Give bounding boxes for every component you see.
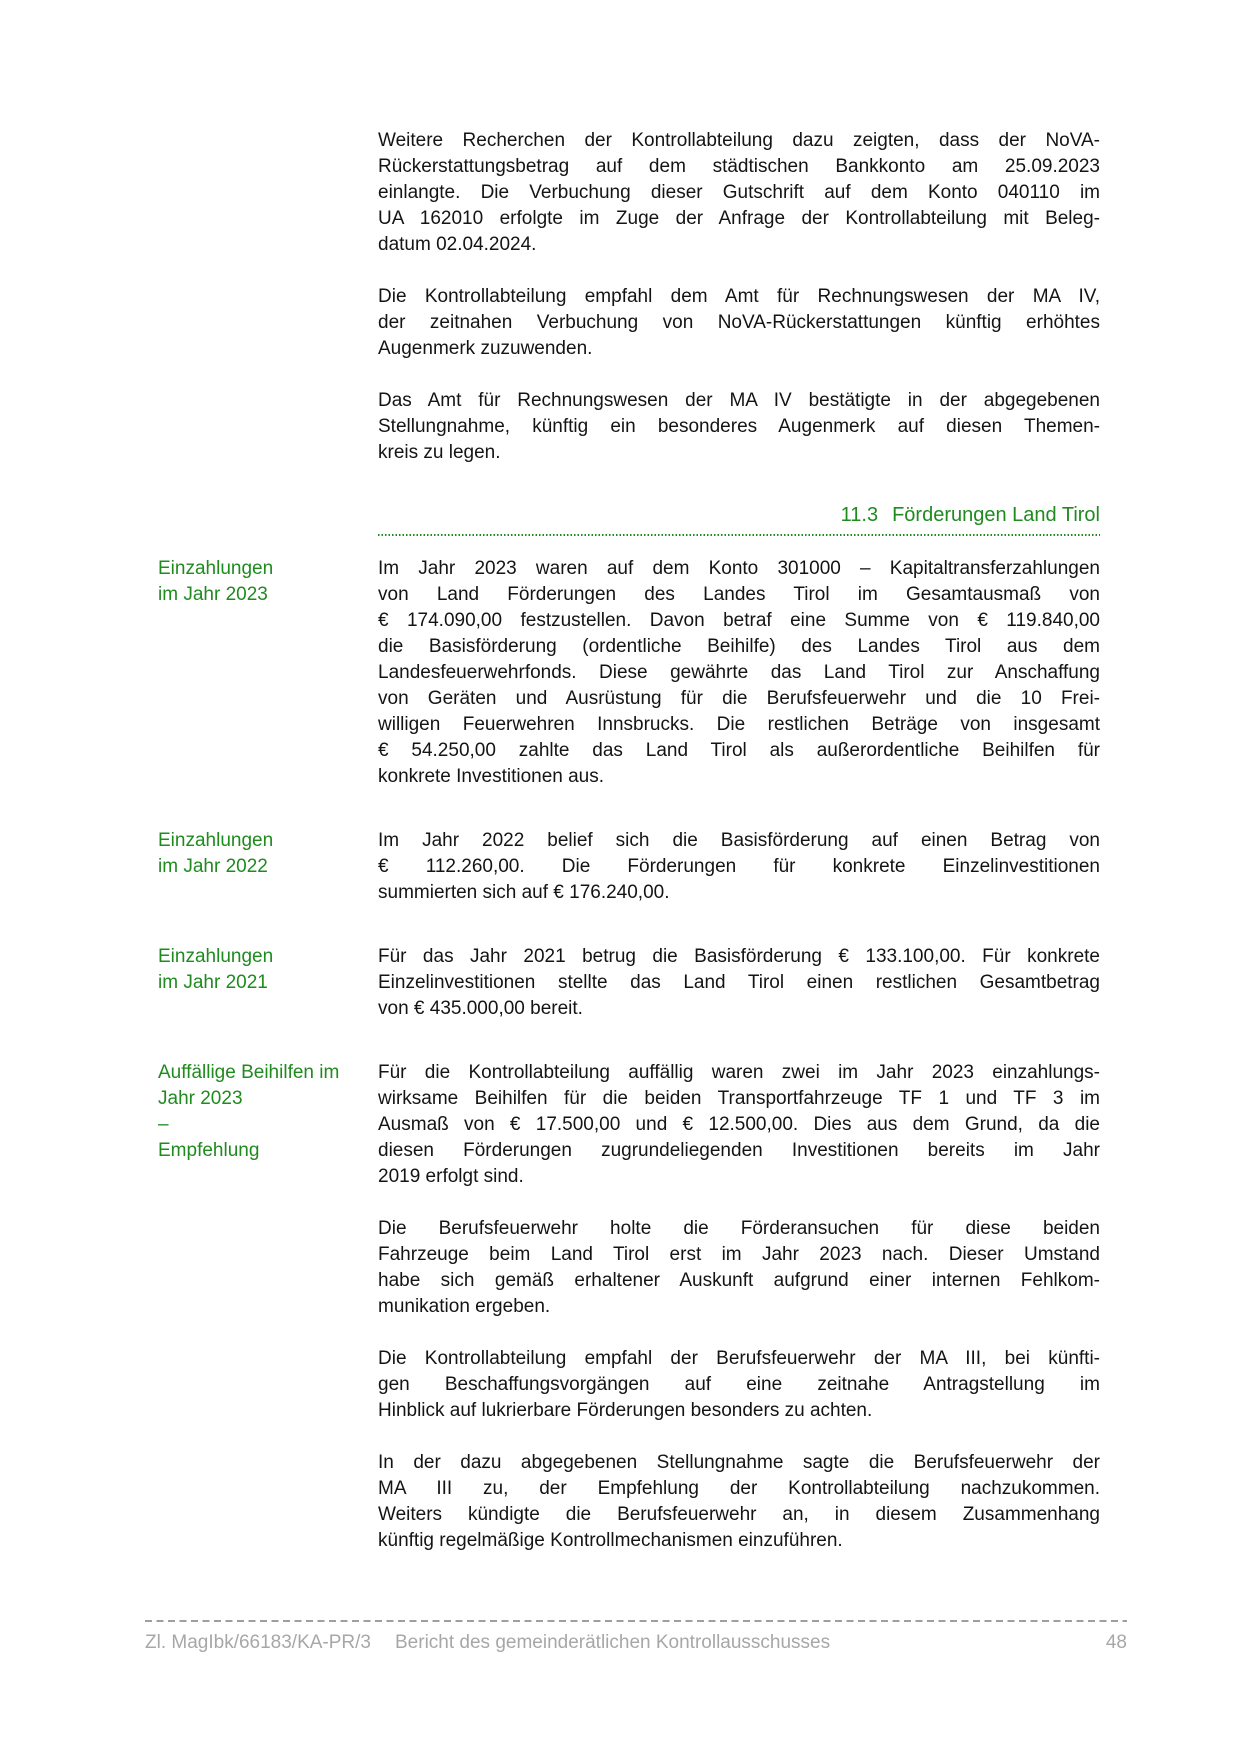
margin-label — [158, 944, 378, 1022]
paragraph-row — [158, 1060, 1240, 1190]
paragraph-line: einlangte. Die Verbuchung dieser Gutschrift auf dem Konto 040110 im — [378, 182, 1100, 203]
paragraph-row — [158, 1216, 1240, 1320]
margin-label-spacer — [158, 1216, 378, 1320]
paragraph-line: von Geräten und Ausrüstung für die Berufsfeuerwehr und die 10 Frei- — [378, 688, 1100, 709]
paragraph-row — [158, 556, 1240, 790]
paragraph-line: kreis zu legen. — [378, 442, 501, 463]
paragraph-line: 2019 erfolgt sind. — [378, 1166, 524, 1187]
paragraph-line: diesen Förderungen zugrundeliegenden Investitionen bereits im Jahr — [378, 1140, 1100, 1161]
section-heading-number: 11.3 — [840, 504, 879, 526]
paragraph-line: habe sich gemäß erhaltener Auskunft aufgrund einer internen Fehlkom- — [378, 1270, 1100, 1291]
paragraph-row — [158, 1450, 1240, 1554]
margin-label-line: im Jahr 2022 — [158, 856, 268, 877]
paragraph-line: Für das Jahr 2021 betrug die Basisförderung € 133.100,00. Für konkrete — [378, 946, 1100, 967]
paragraph-line: munikation ergeben. — [378, 1296, 551, 1317]
paragraph-line: Einzelinvestitionen stellte das Land Tirol einen restlichen Gesamtbetrag — [378, 972, 1100, 993]
margin-label-line: Auffällige Beihilfen im — [158, 1062, 340, 1083]
paragraph-line: Hinblick auf lukrierbare Förderungen besonders zu achten. — [378, 1400, 873, 1421]
paragraph-line: € 112.260,00. Die Förderungen für konkrete Einzelinvestitionen — [378, 856, 1100, 877]
paragraph-line: gen Beschaffungsvorgängen auf eine zeitnahe Antragstellung im — [378, 1374, 1100, 1395]
paragraph — [378, 1060, 1100, 1190]
paragraph-line: Die Berufsfeuerwehr holte die Förderansuchen für diese beiden — [378, 1218, 1100, 1239]
paragraph — [378, 944, 1100, 1022]
paragraph — [378, 388, 1100, 466]
paragraph-line: wirksame Beihilfen für die beiden Transportfahrzeuge TF 1 und TF 3 im — [378, 1088, 1100, 1109]
paragraph-line: Für die Kontrollabteilung auffällig waren zwei im Jahr 2023 einzahlungs- — [378, 1062, 1100, 1083]
paragraph-line: Augenmerk zuzuwenden. — [378, 338, 593, 359]
margin-label — [158, 556, 378, 790]
paragraph-line: Ausmaß von € 17.500,00 und € 12.500,00. Dies aus dem Grund, da die — [378, 1114, 1100, 1135]
margin-label-line: Empfehlung — [158, 1140, 260, 1161]
paragraph-row — [158, 388, 1240, 466]
paragraph-line: Das Amt für Rechnungswesen der MA IV bestätigte in der abgegebenen — [378, 390, 1100, 411]
paragraph-row — [158, 828, 1240, 906]
paragraph-line: In der dazu abgegebenen Stellungnahme sagte die Berufsfeuerwehr der — [378, 1452, 1100, 1473]
paragraph-row — [158, 128, 1240, 258]
margin-label-spacer — [158, 502, 378, 536]
paragraph-line: UA 162010 erfolgte im Zuge der Anfrage der Kontrollabteilung mit Beleg- — [378, 208, 1100, 229]
section-heading-rule — [378, 534, 1100, 536]
footer-row — [145, 1631, 1127, 1655]
paragraph-line: € 54.250,00 zahlte das Land Tirol als außerordentliche Beihilfen für — [378, 740, 1100, 761]
margin-label — [158, 828, 378, 906]
paragraph-line: Im Jahr 2022 belief sich die Basisförderung auf einen Betrag von — [378, 830, 1100, 851]
paragraph-line: Weiters kündigte die Berufsfeuerwehr an, in diesem Zusammenhang — [378, 1504, 1100, 1525]
paragraph-line: der zeitnahen Verbuchung von NoVA-Rückerstattungen künftig erhöhtes — [378, 312, 1100, 333]
footer-reference: Zl. MagIbk/66183/KA-PR/3 — [145, 1632, 371, 1653]
margin-label-line: Jahr 2023 — [158, 1088, 243, 1109]
paragraph-row — [158, 1346, 1240, 1424]
section-heading-title: Förderungen Land Tirol — [892, 504, 1100, 526]
paragraph-line: die Basisförderung (ordentliche Beihilfe) des Landes Tirol aus dem — [378, 636, 1100, 657]
margin-label-line: Einzahlungen — [158, 946, 274, 967]
document-blocks — [158, 128, 1240, 1554]
section-heading-cell — [378, 502, 1100, 536]
paragraph-line: willigen Feuerwehren Innsbrucks. Die restlichen Beträge von insgesamt — [378, 714, 1100, 735]
paragraph — [378, 828, 1100, 906]
paragraph-line: Weitere Recherchen der Kontrollabteilung dazu zeigten, dass der NoVA- — [378, 130, 1100, 151]
paragraph-line: konkrete Investitionen aus. — [378, 766, 605, 787]
paragraph-line: Stellungnahme, künftig ein besonderes Augenmerk auf diesen Themen- — [378, 416, 1100, 437]
paragraph-line: datum 02.04.2024. — [378, 234, 537, 255]
paragraph — [378, 284, 1100, 362]
paragraph-row — [158, 944, 1240, 1022]
page-footer — [145, 1620, 1127, 1655]
paragraph-line: von Land Förderungen des Landes Tirol im Gesamtausmaß von — [378, 584, 1100, 605]
margin-label-line: – — [158, 1114, 169, 1135]
paragraph-line: Im Jahr 2023 waren auf dem Konto 301000 – Kapitaltransferzahlungen — [378, 558, 1100, 579]
margin-label — [158, 1060, 378, 1190]
footer-page-number: 48 — [1105, 1632, 1127, 1653]
paragraph — [378, 1346, 1100, 1424]
margin-label-line: im Jahr 2023 — [158, 584, 268, 605]
margin-label-line: Einzahlungen — [158, 830, 274, 851]
paragraph-row — [158, 284, 1240, 362]
paragraph-line: Rückerstattungsbetrag auf dem städtischen Bankkonto am 25.09.2023 — [378, 156, 1100, 177]
margin-label-line: Einzahlungen — [158, 558, 274, 579]
paragraph-line: Die Kontrollabteilung empfahl der Berufsfeuerwehr der MA III, bei künfti- — [378, 1348, 1100, 1369]
margin-label-line: im Jahr 2021 — [158, 972, 268, 993]
paragraph-line: € 174.090,00 festzustellen. Davon betraf eine Summe von € 119.840,00 — [378, 610, 1100, 631]
paragraph-line: künftig regelmäßige Kontrollmechanismen einzuführen. — [378, 1530, 843, 1551]
footer-title: Bericht des gemeinderätlichen Kontrollausschusses — [395, 1632, 831, 1653]
section-heading — [378, 502, 1100, 528]
paragraph-line: MA III zu, der Empfehlung der Kontrollabteilung nachzukommen. — [378, 1478, 1100, 1499]
margin-label-spacer — [158, 388, 378, 466]
paragraph — [378, 128, 1100, 258]
margin-label-spacer — [158, 284, 378, 362]
margin-label-spacer — [158, 1450, 378, 1554]
paragraph-line: Die Kontrollabteilung empfahl dem Amt für Rechnungswesen der MA IV, — [378, 286, 1100, 307]
paragraph-line: Landesfeuerwehrfonds. Diese gewährte das Land Tirol zur Anschaffung — [378, 662, 1100, 683]
paragraph-line: von € 435.000,00 bereit. — [378, 998, 583, 1019]
paragraph — [378, 556, 1100, 790]
paragraph — [378, 1216, 1100, 1320]
paragraph-line: Fahrzeuge beim Land Tirol erst im Jahr 2023 nach. Dieser Umstand — [378, 1244, 1100, 1265]
footer-divider — [145, 1620, 1127, 1622]
section-heading-row — [158, 502, 1240, 536]
margin-label-spacer — [158, 128, 378, 258]
paragraph-line: summierten sich auf € 176.240,00. — [378, 882, 670, 903]
margin-label-spacer — [158, 1346, 378, 1424]
paragraph — [378, 1450, 1100, 1554]
